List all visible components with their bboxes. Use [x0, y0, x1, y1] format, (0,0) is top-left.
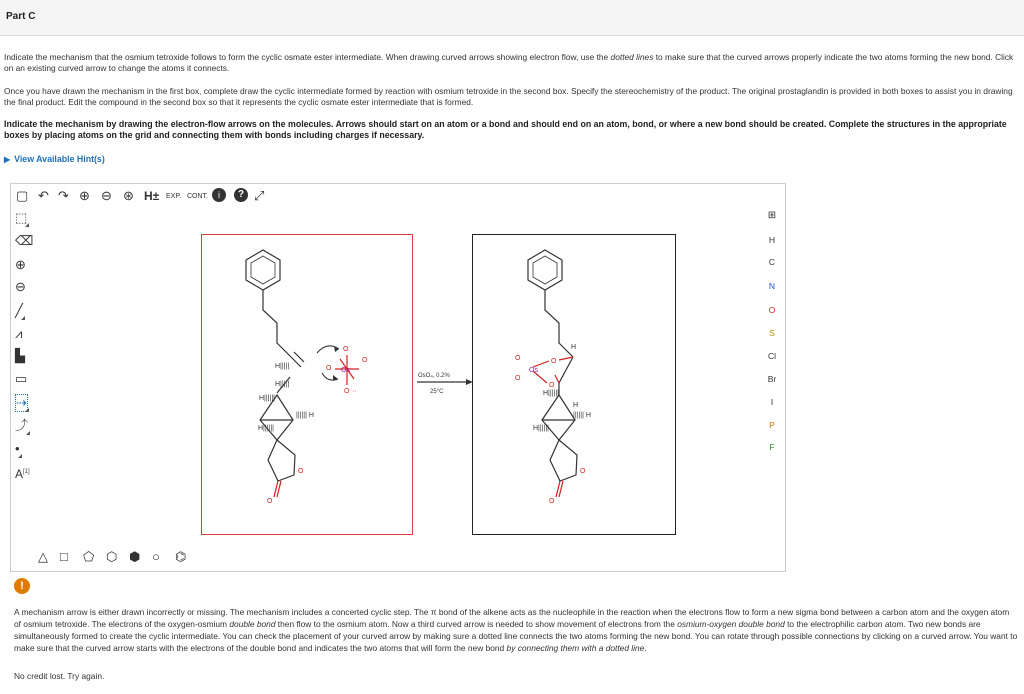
- rectangle-icon[interactable]: ▭: [15, 371, 28, 386]
- benzene-inner-ring: [251, 256, 275, 284]
- text-tool-icon[interactable]: [15, 464, 30, 482]
- text-tool-superscript: [1]: [23, 469, 30, 475]
- instruction-text: to make sure that the curved arrows properly indicate the two atoms forming the new bond. Click on an existing curved arrow to change the atoms it connects.: [4, 52, 1014, 73]
- zoom-in-icon[interactable]: ⊕: [79, 188, 90, 203]
- c-o-bond-2: [555, 375, 559, 383]
- oxygen-label-4: O: [326, 365, 332, 372]
- reaction-arrow-icon[interactable]: ⇢: [16, 395, 27, 410]
- benzene-icon[interactable]: ⌬: [175, 549, 187, 564]
- feedback-part: .: [644, 643, 647, 653]
- stereo-h-1: H|||||: [275, 363, 290, 370]
- instruction-text: Indicate the mechanism that the osmium tetroxide follows to form the cyclic osmate ester intermediate. When drawing curved arrows showing electron flow, use the: [4, 52, 611, 62]
- radical-dot-icon[interactable]: •: [15, 441, 20, 456]
- element-palette: [762, 210, 784, 460]
- instruction-paragraph-2: Once you have drawn the mechanism in the first box, complete draw the cyclic intermediate formed by reaction with osmium tetroxide in the second box. Specify the stereochemistry of the product. The original prostaglandin is provided in both boxes to assist you in drawing the final product. Edit the compound in the second box so that it represents the cyclic osmate ester intermediate that is formed.: [4, 86, 1013, 107]
- feedback-emphasis: double bond: [229, 619, 276, 629]
- chain-tool-icon[interactable]: ⩘: [15, 326, 23, 341]
- product-box[interactable]: [472, 234, 676, 535]
- hydrogens-toggle[interactable]: H±: [144, 189, 160, 203]
- feedback-part: then flow to the osmium atom. Now a third curved arrow is needed to show movement of electrons from the: [275, 619, 678, 629]
- cycloheptane-icon[interactable]: ⬢: [129, 549, 141, 564]
- expand-button[interactable]: EXP.: [166, 193, 182, 200]
- cyclooctane-icon[interactable]: ○: [152, 549, 160, 564]
- carbonyl-oxygen-label: O: [549, 498, 555, 505]
- ester-oxygen-1: O: [551, 358, 557, 365]
- element-s[interactable]: S: [769, 328, 775, 338]
- instruction-paragraph-3: Indicate the mechanism by drawing the electron-flow arrows on the molecules. Arrows should start on an atom or a bond and should end on an atom, bond, or where a new bond should be created. Complete the structures in the appropriate boxes by placing atoms on the grid and connecting them with bonds including charges if necessary.: [4, 119, 1007, 140]
- single-bond-icon[interactable]: ╱: [15, 303, 23, 318]
- feedback-text: [14, 606, 1018, 654]
- left-toolbar: [13, 210, 39, 490]
- ester-oxygen-2: O: [549, 382, 555, 389]
- element-i[interactable]: I: [770, 397, 774, 407]
- triangle-right-icon: ▶: [4, 155, 11, 164]
- element-o[interactable]: O: [768, 305, 776, 315]
- element-br[interactable]: Br: [767, 374, 777, 384]
- zoom-out-icon[interactable]: ⊖: [101, 188, 112, 203]
- stereo-h-4: H||||||: [533, 425, 549, 432]
- stereo-h-right: |||||| H: [573, 412, 591, 419]
- oxo-oxygen-2: O: [515, 375, 521, 382]
- lactone-ring: [550, 440, 577, 481]
- element-cl[interactable]: Cl: [767, 351, 777, 361]
- cyclopentane-icon[interactable]: ⬠: [83, 549, 95, 564]
- redo-icon[interactable]: ↷: [58, 188, 69, 203]
- instruction-emphasis: dotted lines: [610, 52, 654, 62]
- feedback-emphasis: osmium-oxygen double bond: [677, 619, 785, 629]
- element-n[interactable]: N: [768, 281, 776, 291]
- feedback-part: A mechanism arrow is either drawn incorrectly or missing. The mechanism includes a concerted cyclic step. The π bond of the alkene acts as the nucleophile in the reaction when the electrons flow to form a new sigma bond between a carbon atom and the oxygen atom of osmium tetroxide. The electrons of the oxygen-osmium: [14, 607, 1010, 629]
- stereo-h-4: H||||||: [258, 425, 274, 432]
- reactant-box[interactable]: [201, 234, 413, 535]
- cyclobutane-icon[interactable]: □: [60, 549, 68, 564]
- stereo-h-1: H||||||: [543, 390, 559, 397]
- instruction-paragraph-1: [4, 52, 1020, 74]
- template-icon[interactable]: ▙: [15, 348, 25, 363]
- h-label-top: H: [571, 344, 577, 351]
- stereo-h-right: |||||| H: [296, 412, 314, 419]
- osmate-ester-drawing[interactable]: [473, 235, 677, 536]
- temperature-label: 25°C: [430, 389, 444, 395]
- undo-icon[interactable]: ↶: [38, 188, 49, 203]
- hint-label: View Available Hint(s): [14, 154, 105, 164]
- minus-charge-icon[interactable]: ⊖: [15, 279, 26, 294]
- new-document-icon[interactable]: ▢: [16, 188, 29, 203]
- warning-icon: !: [14, 578, 30, 594]
- osmium-label: Os: [529, 367, 538, 374]
- h-label-mid: H: [573, 402, 579, 409]
- oxygen-label-1: O: [343, 346, 349, 353]
- cyclohexane-icon[interactable]: ⬡: [106, 549, 118, 564]
- c-o-bond-1: [559, 357, 573, 360]
- help-icon[interactable]: ?: [234, 188, 248, 202]
- oxygen-label-3: O: [344, 388, 350, 395]
- side-chain: [545, 290, 573, 357]
- side-chain: [263, 290, 291, 357]
- contract-button[interactable]: CONT.: [187, 193, 208, 200]
- fullscreen-icon[interactable]: ⤢: [254, 188, 265, 203]
- info-icon[interactable]: i: [212, 188, 226, 202]
- alkene-bond: [291, 357, 301, 367]
- osmium-label: Os: [341, 367, 350, 374]
- diol-carbon-bond: [559, 357, 573, 383]
- curved-arrow-icon[interactable]: ⤴: [15, 418, 29, 433]
- eraser-icon[interactable]: ⌫: [15, 233, 34, 248]
- element-h[interactable]: H: [768, 235, 776, 245]
- feedback-part: to the electrophilic carbon atom. Two new bonds are simultaneously formed to create the cyclic intermediate. You can check the placement of your curved arrow by making sure a dotted line connects the two atoms forming the new bond. You can rotate through possible connections by clicking on a curved arrow. You want to make sure that the curved arrow starts with the electrons of the double bond and indicates the two atoms that will form the new bond: [14, 619, 1018, 653]
- oxygen-label-2: O: [362, 357, 368, 364]
- no-credit-message: No credit lost. Try again.: [14, 671, 105, 681]
- element-f[interactable]: F: [769, 442, 775, 452]
- feedback-emphasis: by connecting them with a dotted line: [506, 643, 645, 653]
- part-header: [0, 0, 1024, 36]
- text-tool-letter: A: [15, 467, 24, 481]
- element-c[interactable]: C: [768, 257, 776, 267]
- reagent-label: OsO₄, 0.2%: [418, 373, 450, 379]
- plus-charge-icon[interactable]: ⊕: [15, 257, 26, 272]
- stereo-h-3: H||||||: [259, 395, 275, 402]
- benzene-inner-ring: [533, 256, 557, 284]
- lone-pair-1: ··: [352, 388, 357, 395]
- lactone-ring: [268, 440, 295, 481]
- view-hints-link[interactable]: [4, 154, 105, 164]
- oxo-oxygen-1: O: [515, 355, 521, 362]
- select-tool-icon[interactable]: ⬚: [15, 210, 28, 225]
- cyclopropane-icon[interactable]: △: [38, 549, 48, 564]
- periodic-table-icon[interactable]: ⊞: [767, 210, 777, 221]
- alkene-bond-2: [294, 352, 304, 362]
- element-p[interactable]: P: [769, 420, 775, 430]
- ring-oxygen-label: O: [580, 468, 586, 475]
- stereo-h-2: H|||||: [275, 381, 290, 388]
- arrowhead-1: [334, 346, 339, 352]
- cyclopentane-core: [542, 395, 575, 440]
- ring-oxygen-label: O: [298, 468, 304, 475]
- prostaglandin-reactant-drawing[interactable]: [202, 235, 414, 536]
- zoom-fit-icon[interactable]: ⊛: [123, 188, 134, 203]
- part-title: Part C: [6, 11, 36, 22]
- carbonyl-oxygen-label: O: [267, 498, 273, 505]
